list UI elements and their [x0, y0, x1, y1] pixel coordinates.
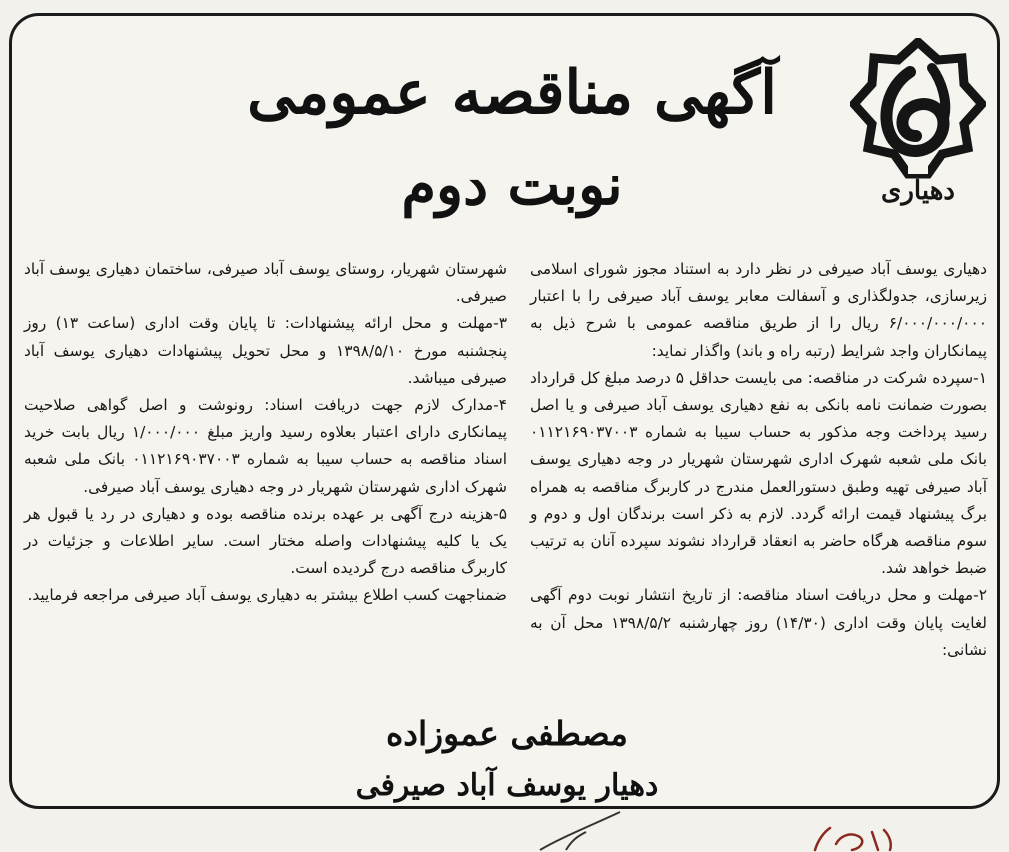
- clause-1-deposit: ۱-سپرده شرکت در مناقصه: می بایست حداقل ۵ درصد مبلغ کل قرارداد بصورت ضمانت نامه بانکی به نفع دهیاری یوسف آباد صیرفی و یا اصل رسید پرداخت وجه مذکور به حساب سیبا به شماره ۰۱۱۲۱۶۹۰۳۷۰۰۳ بانک ملی شعبه شهرک اداری شهرستان شهریار در وجه دهیاری یوسف آباد صیرفی تهیه وطبق دستورالعمل مندرج در کاربرگ مناقصه به همراه برگ پیشنهاد قیمت ارائه گردد. لازم به ذکر است برندگان اول و دوم و سوم مناقصه هرگاه حاضر به انعقاد قرارداد نشوند سپرده آنان به ترتیب ضبط خواهد شد.: [530, 368, 987, 578]
- clause-2-documents-deadline: ۲-مهلت و محل دریافت اسناد مناقصه: از تاریخ انتشار نوبت دوم آگهی لغایت پایان وقت اداری (۱۴/۳۰) روز چهارشنبه ۱۳۹۸/۵/۲ محل آن به نشانی:: [530, 586, 987, 659]
- clause-5-advertising-cost: ۵-هزینه درج آگهی بر عهده برنده مناقصه بوده و دهیاری در رد یا قبول هر یک یا کلیه پیشنهادات واصله مختار است. سایر اطلاعات و جزئیات در کاربرگ مناقصه درج گردیده است.: [24, 504, 507, 578]
- pen-scribble-icon: [0, 810, 1009, 852]
- intro-paragraph: دهیاری یوسف آباد صیرفی در نظر دارد به استناد مجوز شورای اسلامی زیرسازی، جدولگذاری و آسفالت معابر یوسف آباد صیرفی را با اعتبار ۶/۰۰۰/۰۰۰/۰۰۰ ریال را از طریق مناقصه عمومی با شرح ذیل به پیمانکاران واجد شرایط (رتبه راه و باند) واگذار نماید:: [530, 260, 987, 360]
- notice-frame: [9, 13, 1000, 809]
- logo-caption: دهیاری: [881, 176, 955, 206]
- handwritten-marks: [0, 810, 1009, 852]
- address-paragraph: شهرستان شهریار، روستای یوسف آباد صیرفی، ساختمان دهیاری یوسف آباد صیرفی.: [24, 260, 507, 306]
- signer-title: دهیار یوسف آباد صیرفی: [355, 768, 659, 803]
- signer-name: مصطفی عموزاده: [386, 714, 628, 753]
- clause-3-submission: ۳-مهلت و محل ارائه پیشنهادات: تا پایان وقت اداری (ساعت ۱۳) روز پنجشنبه مورخ ۱۳۹۸/۵/۱۰ و محل تحویل پیشنهادات دهیاری یوسف آباد صیرفی میباشد.: [24, 314, 507, 387]
- dehyari-logo: [850, 38, 986, 232]
- notice-title: آگهی مناقصه عمومی: [247, 58, 777, 128]
- left-column: [24, 256, 507, 610]
- closing-note: ضمناجهت کسب اطلاع بیشتر به دهیاری یوسف آباد صیرفی مراجعه فرمایید.: [27, 586, 507, 605]
- clause-4-required-documents: ۴-مدارک لازم جهت دریافت اسناد: رونوشت و اصل گواهی صلاحیت پیمانکاری دارای اعتبار بعلاوه رسید واریز مبلغ ۱/۰۰۰/۰۰۰ ریال بابت خرید اسناد مناقصه به حساب سیبا به شماره ۰۱۱۲۱۶۹۰۳۷۰۰۳ بانک ملی شعبه شهرک اداری شهرستان شهریار در وجه دهیاری یوسف آباد صیرفی.: [24, 396, 507, 496]
- notice-round: نوبت دوم: [401, 152, 623, 218]
- right-column: [530, 256, 987, 664]
